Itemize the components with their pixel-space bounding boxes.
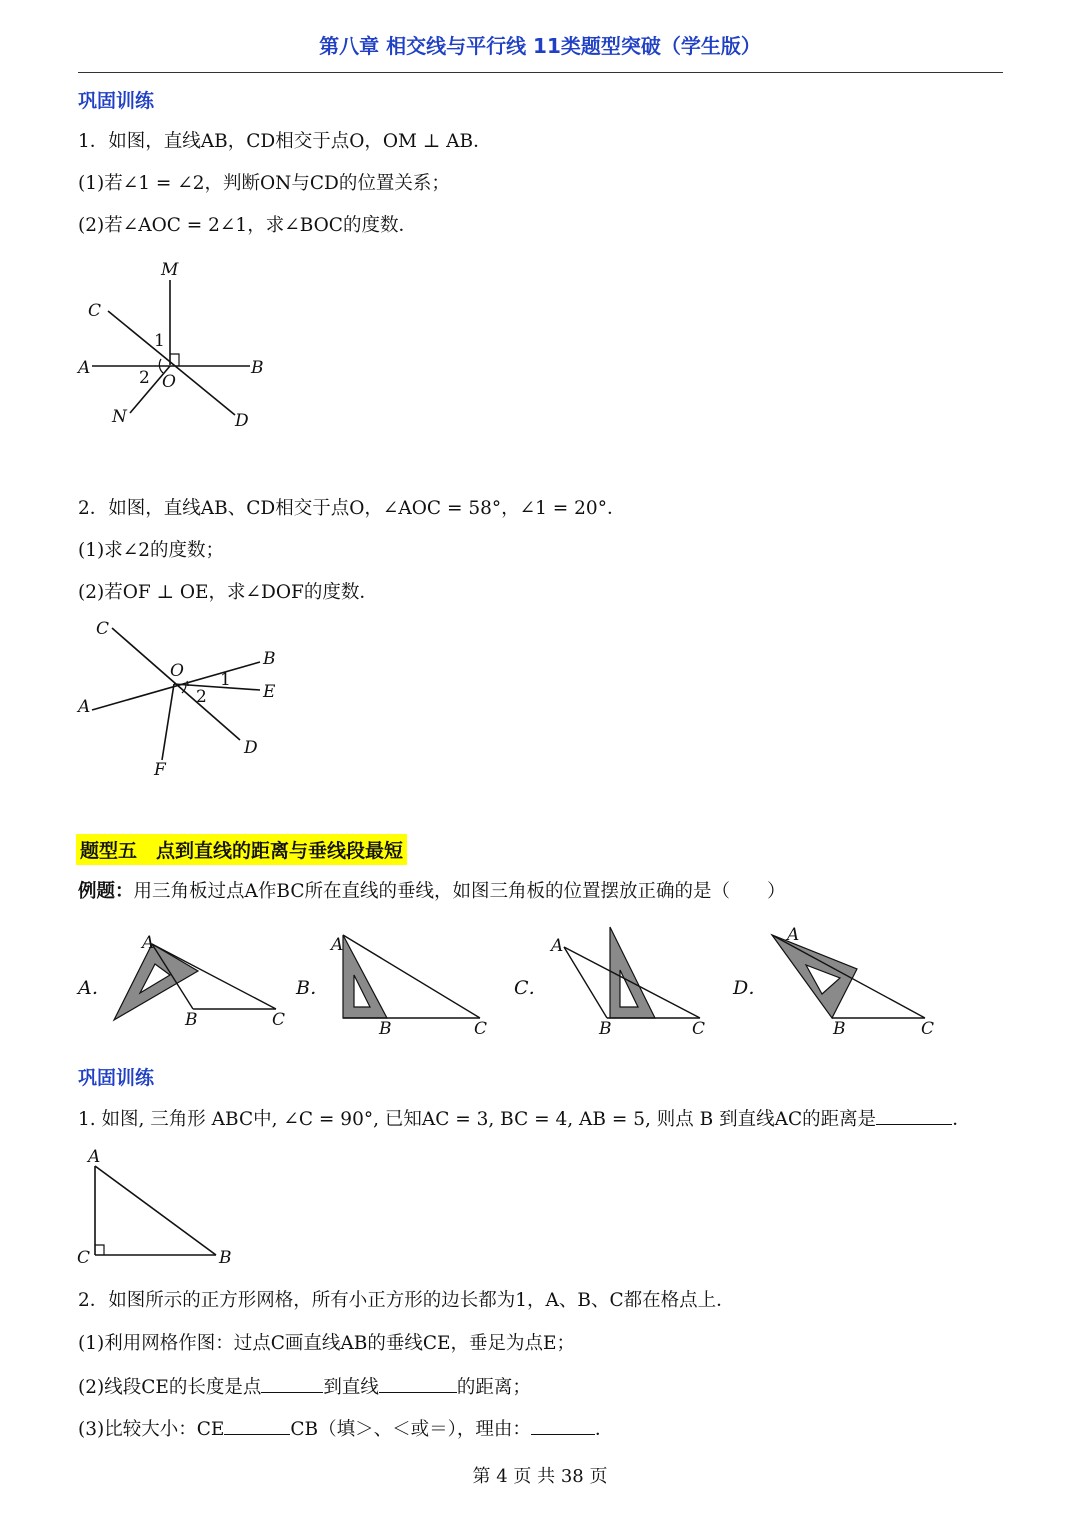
s3-q2-part3-b: CB（填＞、＜或＝），理由：	[290, 1419, 531, 1440]
label-B: B	[833, 1019, 846, 1039]
label-C: C	[77, 1248, 91, 1268]
q1-figure	[70, 255, 290, 435]
label-C: C	[692, 1019, 706, 1039]
label-C: C	[921, 1019, 935, 1039]
s3-q1-figure	[70, 1142, 250, 1272]
s3-q2-part2-c: 的距离；	[456, 1377, 531, 1398]
page-header-title: 第八章 相交线与平行线 11类题型突破（学生版）	[319, 34, 761, 58]
option-b-label[interactable]: B．	[296, 977, 329, 999]
label-C: C	[272, 1010, 286, 1030]
s3-q2-part2-a: (2)线段CE的长度是点	[78, 1377, 262, 1398]
label-angle-1: 1	[154, 331, 165, 351]
s3-q2-stem: 2．如图所示的正方形网格，所有小正方形的边长都为1，A、B、C都在格点上．	[78, 1290, 735, 1311]
ray-OF	[162, 684, 174, 760]
label-B: B	[599, 1019, 612, 1039]
example-text: 用三角板过点A作BC所在直线的垂线，如图三角板的位置摆放正确的是（ ）	[133, 881, 786, 902]
section-banner-type-5: 题型五 点到直线的距离与垂线段最短	[76, 834, 407, 865]
label-B: B	[219, 1248, 232, 1268]
label-C: C	[88, 301, 102, 321]
s3-q2-compare-blank[interactable]	[224, 1416, 290, 1435]
label-C: C	[96, 619, 110, 639]
line-CD	[108, 311, 235, 415]
label-angle-2: 2	[196, 687, 207, 707]
s3-q1	[78, 1106, 971, 1132]
label-D: D	[235, 411, 249, 431]
s3-q2-part3-c: ．	[594, 1419, 614, 1440]
s3-q2-part3-a: (3)比较大小：CE	[78, 1419, 225, 1440]
s3-q2-part2-b: 到直线	[323, 1377, 379, 1398]
label-O: O	[170, 661, 184, 681]
q2-part2: (2)若OF ⊥ OE，求∠DOF的度数．	[78, 582, 378, 603]
option-b-figure[interactable]	[325, 925, 510, 1040]
s3-q2-part1: (1)利用网格作图：过点C画直线AB的垂线CE，垂足为点E；	[78, 1333, 575, 1354]
label-angle-1: 1	[220, 670, 231, 690]
s3-q2-part3	[78, 1416, 613, 1442]
label-O: O	[162, 372, 176, 392]
label-D: D	[244, 738, 258, 758]
section-title-consolidation-2: 巩固训练	[78, 1067, 155, 1089]
s3-q2-part2	[78, 1374, 531, 1400]
ray-OE	[174, 684, 260, 690]
label-A: A	[787, 925, 800, 945]
label-C: C	[474, 1019, 488, 1039]
label-F: F	[154, 760, 166, 780]
label-A: A	[551, 936, 564, 956]
s3-q2-line-blank[interactable]	[379, 1374, 457, 1393]
q2-figure	[70, 612, 300, 787]
label-N: N	[112, 407, 127, 427]
label-A: A	[78, 358, 91, 378]
label-B: B	[185, 1010, 198, 1030]
section-title-consolidation-1: 巩固训练	[78, 90, 155, 112]
option-a-figure[interactable]	[108, 930, 293, 1035]
label-A: A	[88, 1147, 101, 1167]
label-A: A	[331, 935, 344, 955]
option-c-figure[interactable]	[545, 925, 730, 1040]
option-c-label[interactable]: C．	[514, 977, 548, 999]
label-M: M	[161, 260, 179, 280]
label-B: B	[263, 649, 276, 669]
label-angle-2: 2	[139, 368, 150, 388]
label-B: B	[379, 1019, 392, 1039]
label-A: A	[142, 933, 155, 953]
label-E: E	[263, 682, 276, 702]
s3-q2-reason-blank[interactable]	[531, 1416, 595, 1435]
example-question	[78, 880, 785, 904]
s3-q1-answer-blank[interactable]	[876, 1106, 952, 1125]
label-A: A	[78, 697, 91, 717]
label-B: B	[251, 358, 264, 378]
option-d-label[interactable]: D．	[733, 977, 768, 999]
q1-stem: 1．如图，直线AB，CD相交于点O，OM ⊥ AB．	[78, 131, 492, 152]
q1-part2: (2)若∠AOC = 2∠1，求∠BOC的度数．	[78, 215, 417, 236]
s3-q1-end: ．	[952, 1109, 971, 1130]
option-d-figure[interactable]	[762, 925, 952, 1040]
option-a-label[interactable]: A．	[78, 977, 111, 999]
page-footer: 第 4 页 共 38 页	[472, 1466, 608, 1487]
q1-part1: (1)若∠1 = ∠2，判断ON与CD的位置关系；	[78, 173, 450, 194]
q2-stem: 2．如图，直线AB、CD相交于点O，∠AOC = 58°，∠1 = 20°．	[78, 498, 626, 519]
q2-part1: (1)求∠2的度数；	[78, 540, 224, 561]
s3-q2-point-blank[interactable]	[261, 1374, 323, 1393]
s3-q1-stem: 1. 如图, 三角形 ABC中, ∠C = 90°, 已知AC = 3, BC = 4, AB = 5, 则点 B 到直线AC的距离是	[78, 1109, 877, 1130]
header-divider	[78, 72, 1003, 73]
example-label: 例题：	[78, 881, 134, 902]
